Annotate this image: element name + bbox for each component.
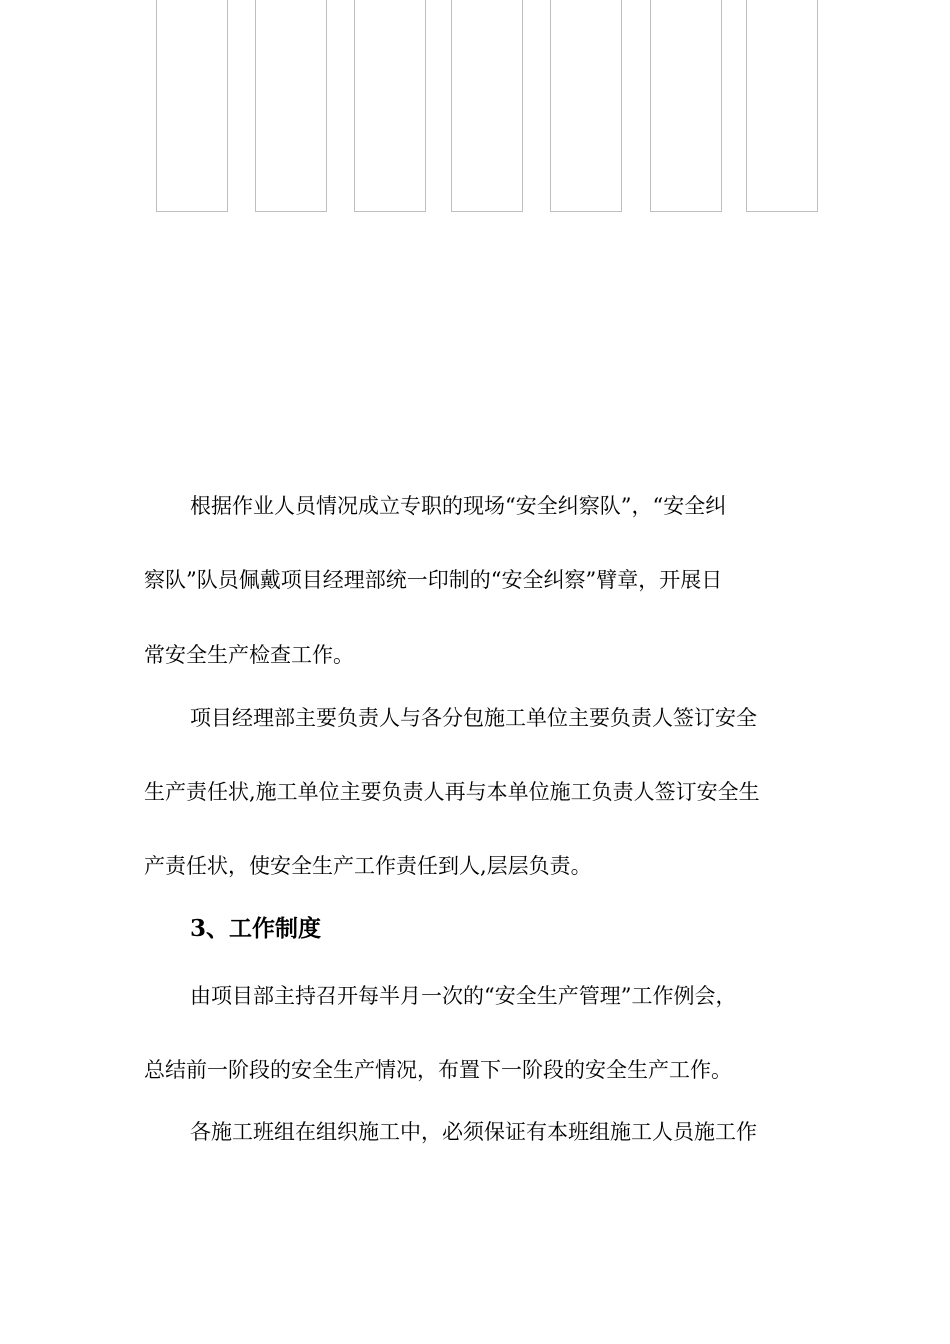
paragraph-line: 察队”队员佩戴项目经理部统一印制的“安全纠察”臂章，开展日 bbox=[144, 568, 723, 592]
table-cell-6 bbox=[650, 0, 722, 212]
table-cell-4 bbox=[451, 0, 523, 212]
paragraph-line: 根据作业人员情况成立专职的现场“安全纠察队”，“安全纠 bbox=[190, 494, 727, 518]
table-cell-3 bbox=[354, 0, 426, 212]
paragraph-line: 产责任状，使安全生产工作责任到人,层层负责。 bbox=[144, 854, 592, 878]
paragraph-line: 由项目部主持召开每半月一次的“安全生产管理”工作例会， bbox=[190, 984, 737, 1008]
table-cell-2 bbox=[255, 0, 327, 212]
table-cell-1 bbox=[156, 0, 228, 212]
paragraph-line: 生产责任状,施工单位主要负责人再与本单位施工负责人签订安全生 bbox=[144, 780, 760, 804]
paragraph-line: 常安全生产检查工作。 bbox=[144, 643, 354, 667]
paragraph-line: 总结前一阶段的安全生产情况，布置下一阶段的安全生产工作。 bbox=[144, 1058, 732, 1082]
paragraph-line: 各施工班组在组织施工中，必须保证有本班组施工人员施工作 bbox=[190, 1120, 757, 1144]
table-cell-5 bbox=[550, 0, 622, 212]
section-heading: 3、工作制度 bbox=[190, 915, 322, 942]
paragraph-line: 项目经理部主要负责人与各分包施工单位主要负责人签订安全 bbox=[190, 706, 757, 730]
table-cell-7 bbox=[746, 0, 818, 212]
